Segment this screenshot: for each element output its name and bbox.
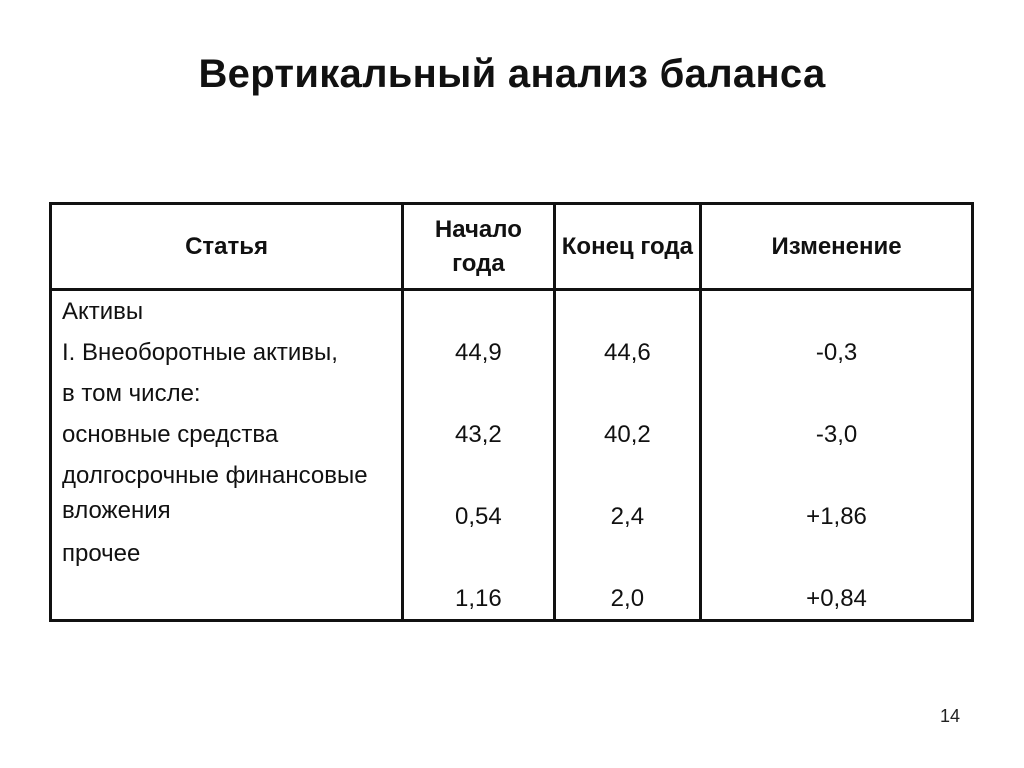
row-item-fixed-assets: основные средства xyxy=(62,421,279,448)
end-value-fixed: 40,2 xyxy=(604,421,651,448)
page-number: 14 xyxy=(940,706,961,726)
end-value-investments-cell xyxy=(556,496,699,578)
start-value-noncurrent: 44,9 xyxy=(455,339,502,366)
balance-table xyxy=(49,202,974,622)
end-value-investments: 2,4 xyxy=(610,503,645,530)
end-column xyxy=(554,290,700,621)
spacer-cell xyxy=(556,291,699,332)
table-header-row xyxy=(51,204,973,290)
start-value-other: 1,16 xyxy=(455,585,502,612)
header-change: Изменение xyxy=(701,204,973,290)
change-value-fixed: -3,0 xyxy=(815,421,858,448)
end-value-noncurrent: 44,6 xyxy=(604,339,651,366)
row-item-including: в том числе: xyxy=(62,380,201,407)
end-value-including xyxy=(556,373,699,414)
change-value-other: +0,84 xyxy=(806,585,867,612)
section-label: Активы xyxy=(62,298,144,325)
spacer-cell xyxy=(404,291,552,332)
change-value-including xyxy=(702,373,971,414)
row-item-noncurrent-assets: I. Внеоборотные активы, xyxy=(62,339,338,366)
header-start: Начало года xyxy=(403,204,554,290)
change-value-investments: +1,86 xyxy=(806,503,867,530)
change-value-investments-cell xyxy=(702,496,971,578)
row-item-long-term-investments: долгосрочные финансовые вложения xyxy=(62,462,368,524)
header-item: Статья xyxy=(51,204,403,290)
start-value-investments: 0,54 xyxy=(455,503,502,530)
start-value-investments-cell xyxy=(404,496,552,578)
start-value-including xyxy=(404,373,552,414)
items-column xyxy=(51,290,403,621)
change-value-noncurrent: -0,3 xyxy=(815,339,858,366)
slide-title: Вертикальный анализ баланса xyxy=(198,52,826,96)
spacer-cell xyxy=(702,291,971,332)
start-value-fixed: 43,2 xyxy=(455,421,502,448)
end-value-other: 2,0 xyxy=(610,585,645,612)
row-item-other: прочее xyxy=(62,540,141,567)
start-column xyxy=(403,290,554,621)
table-body-row xyxy=(51,290,973,621)
change-column xyxy=(701,290,973,621)
header-end: Конец года xyxy=(554,204,700,290)
